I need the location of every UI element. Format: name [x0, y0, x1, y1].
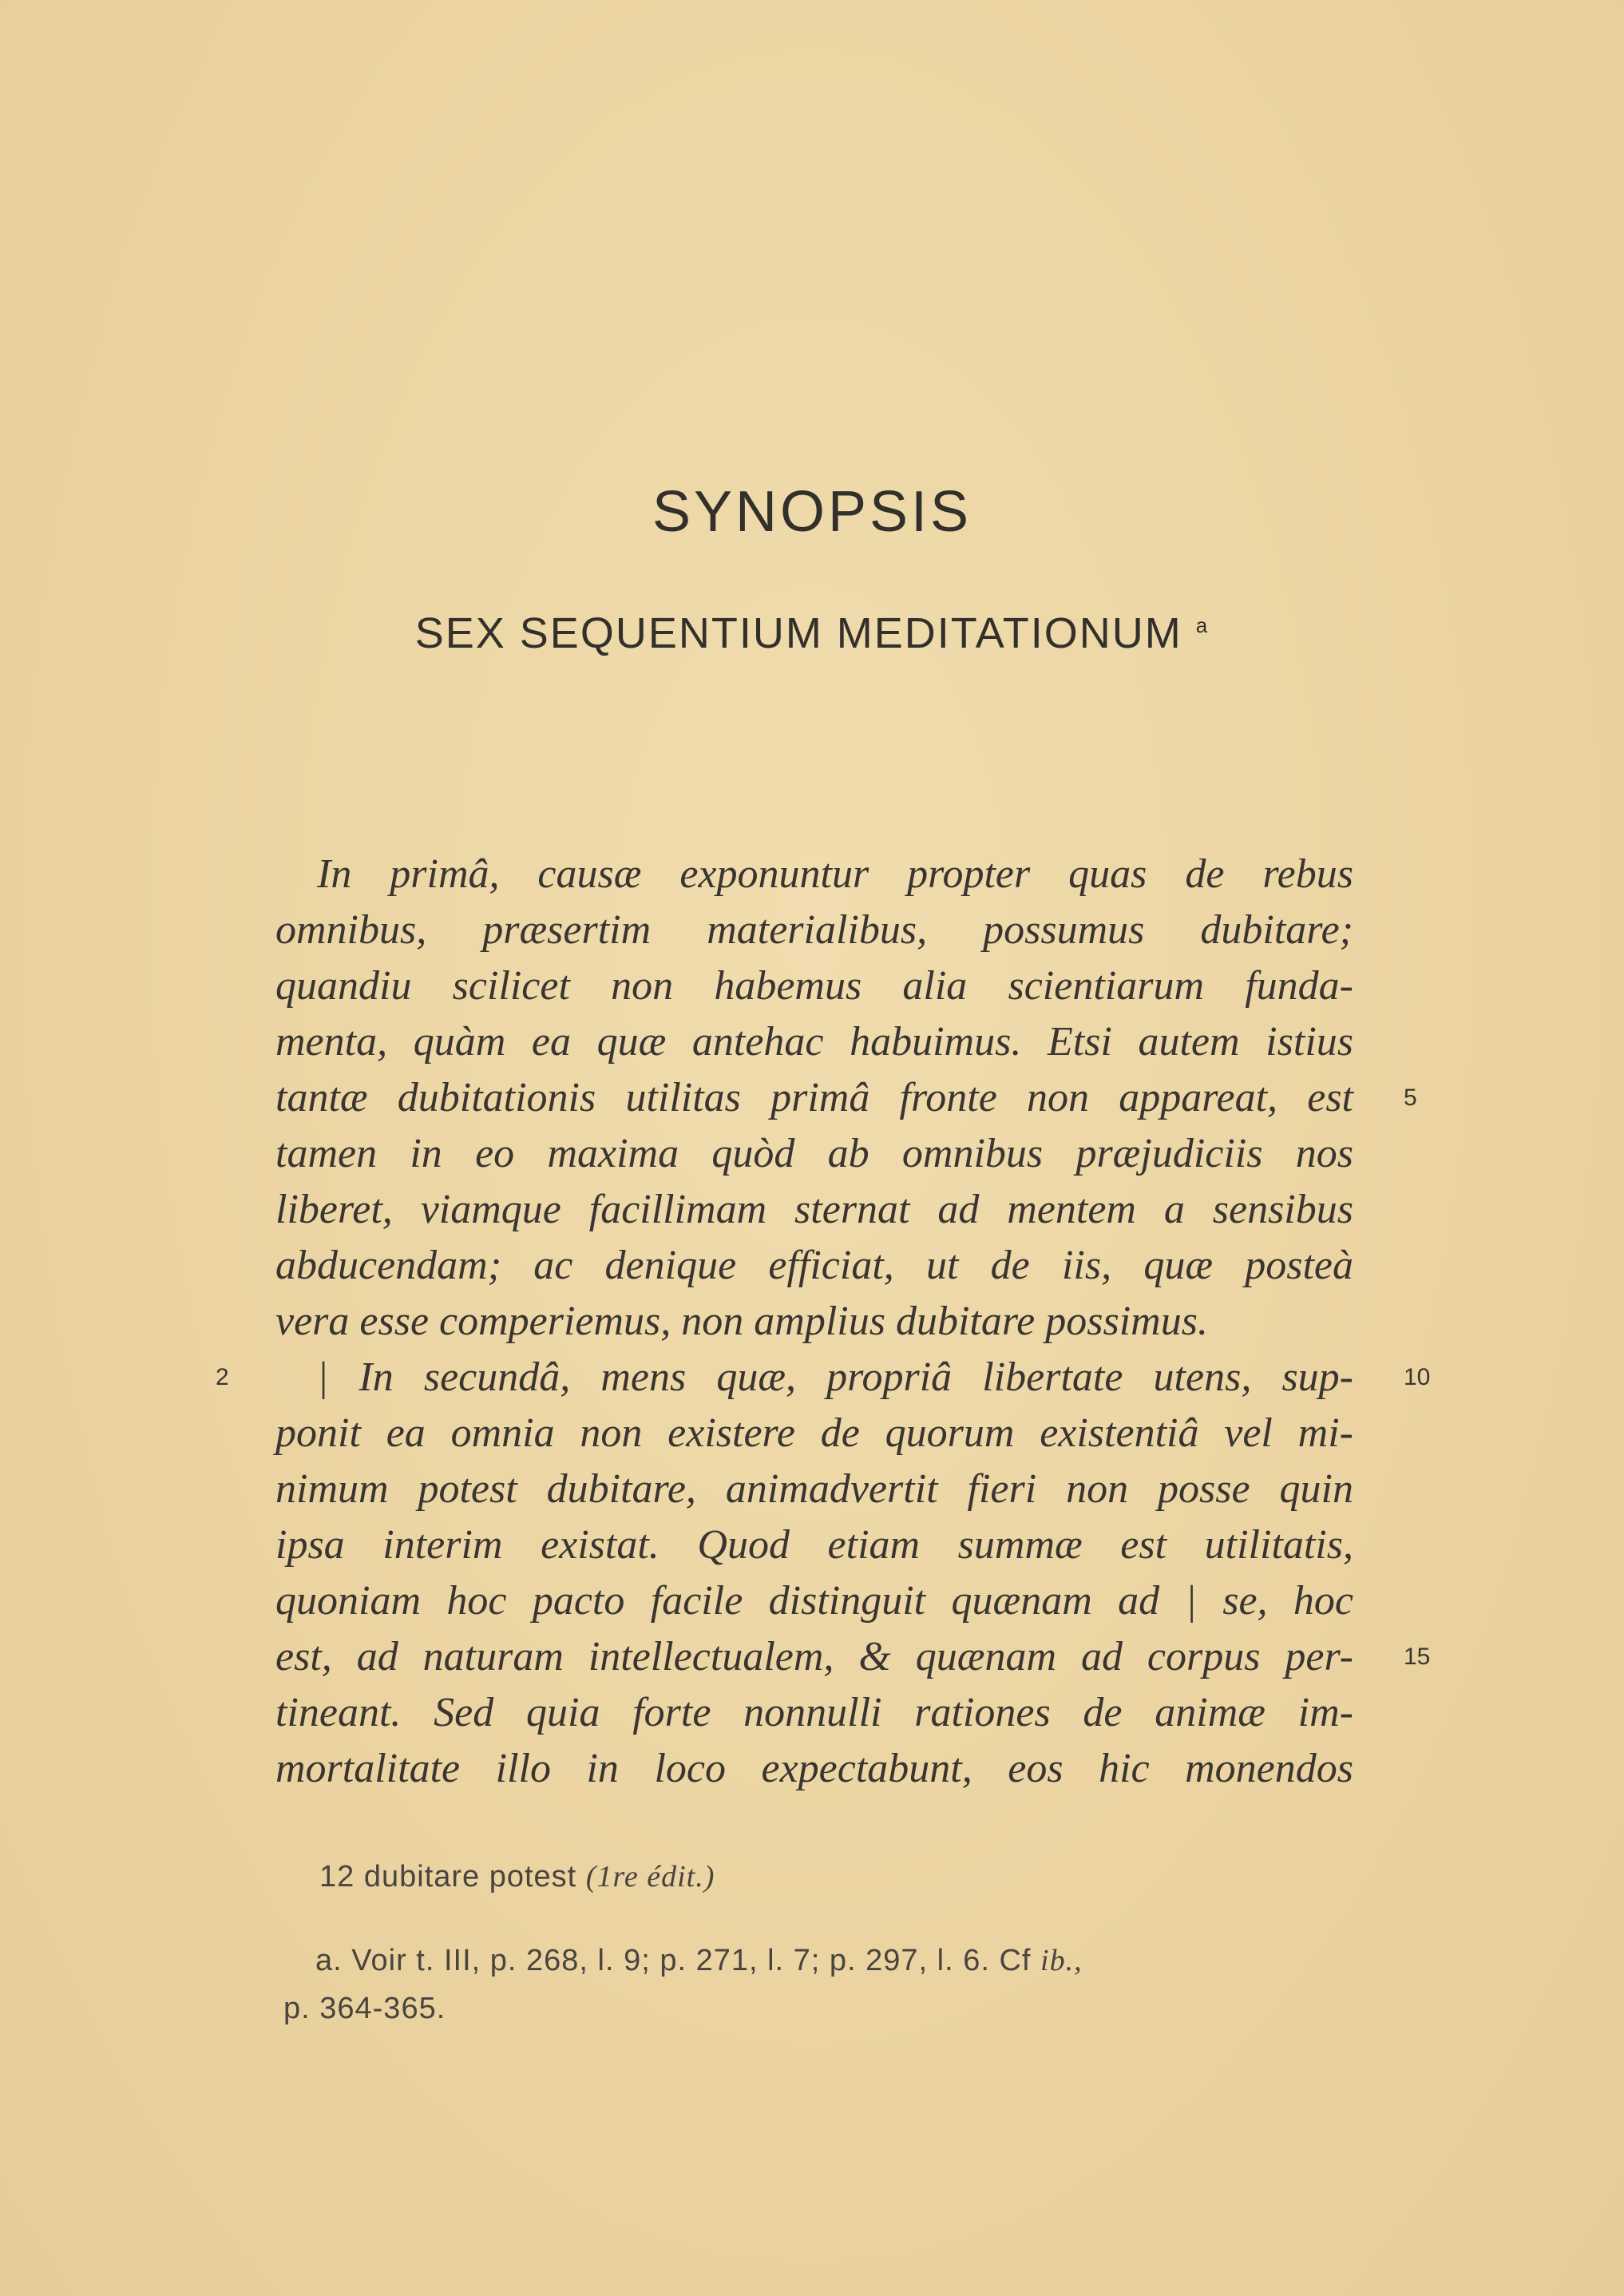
variant-text: dubitare potest	[363, 1860, 577, 1894]
variant-line-number: 12	[319, 1860, 355, 1894]
variant-edition: (1re édit.)	[585, 1860, 715, 1894]
text-line: vera esse comperiemus, non amplius dubitare possimus.	[275, 1299, 1208, 1344]
variant-note	[319, 1853, 1353, 1901]
text-line: abducendam; ac denique efficiat, ut de iis, quæ posteà	[275, 1243, 1353, 1288]
text-line-content: | In secundâ, mens quæ, propriâ libertate utens, sup-	[317, 1354, 1353, 1400]
footnote-mark: a	[1195, 613, 1210, 637]
subtitle-text: SEX SEQUENTIUM MEDITATIONUM	[414, 609, 1182, 657]
editorial-ib: ib.,	[1040, 1944, 1083, 1977]
text-line-content: est, ad naturam intellectualem, & quænam ad corpus per-	[275, 1634, 1353, 1679]
editorial-mark: a.	[315, 1944, 343, 1977]
line-number: 15	[1404, 1644, 1431, 1670]
text-line: quandiu scilicet non habemus alia scientiarum funda-	[275, 963, 1353, 1009]
text-line: In primâ, causæ exponuntur propter quas de rebus	[317, 851, 1353, 897]
text-line: liberet, viamque facillimam sternat ad mentem a sensibus	[275, 1187, 1353, 1232]
text-line: menta, quàm ea quæ antehac habuimus. Etsi autem istius	[275, 1019, 1353, 1065]
page-title: SYNOPSIS	[652, 480, 972, 544]
text-line-15	[275, 1629, 1431, 1685]
text-line: nimum potest dubitare, animadvertit fieri non posse quin	[275, 1466, 1353, 1512]
editorial-continuation: p. 364-365.	[283, 1992, 446, 2025]
page-marker: 2	[216, 1364, 229, 1390]
text-line-content: tantæ dubitationis utilitas primâ fronte non appareat, est	[275, 1075, 1353, 1120]
line-number: 10	[1404, 1364, 1431, 1390]
footnotes	[283, 1853, 1353, 2032]
text-line: omnibus, præsertim materialibus, possumus dubitare;	[275, 907, 1353, 953]
text-line: tineant. Sed quia forte nonnulli rationes de animæ im-	[275, 1690, 1353, 1735]
line-number: 5	[1404, 1085, 1417, 1111]
text-line: ipsa interim existat. Quod etiam summæ est utilitatis,	[275, 1522, 1353, 1568]
main-text	[216, 847, 1431, 1797]
text-line: quoniam hoc pacto facile distinguit quænam ad | se, hoc	[275, 1578, 1353, 1624]
text-line-5	[275, 1070, 1417, 1126]
text-line-10	[216, 1350, 1431, 1406]
editorial-text: Voir t. III, p. 268, l. 9; p. 271, l. 7; p. 297, l. 6. Cf	[351, 1944, 1032, 1977]
page-subtitle	[0, 609, 1624, 658]
text-line: ponit ea omnia non existere de quorum existentiâ vel mi-	[275, 1410, 1353, 1456]
text-line: mortalitate illo in loco expectabunt, eos hic monendos	[275, 1746, 1353, 1791]
text-line: tamen in eo maxima quòd ab omnibus præjudiciis nos	[275, 1131, 1353, 1176]
editorial-note	[283, 1937, 1353, 2032]
